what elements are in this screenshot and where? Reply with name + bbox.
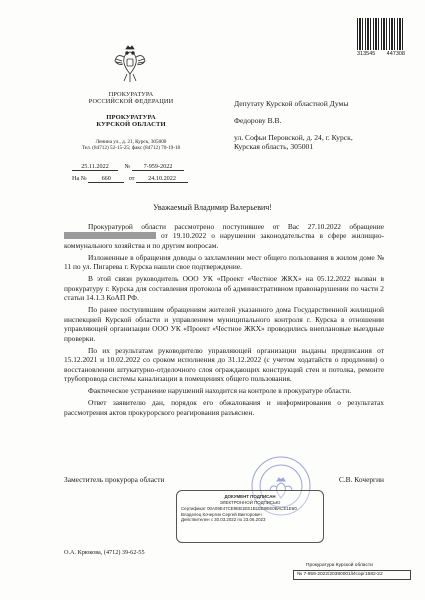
registration-date: 25.11.2022 <box>72 163 118 171</box>
registration-stamp-number: № 7-959-2022/20380001/Исорг1682-22 <box>293 570 411 580</box>
barcode-right-number: 447308 <box>386 51 405 57</box>
registration-from-label: от <box>128 175 135 182</box>
recipient-name: Федорову В.В. <box>234 116 282 125</box>
registration-stamp <box>293 563 411 591</box>
body-p1-start: Прокуратурой области рассмотрено поступившее от Вас 27.10.2022 обращение <box>88 222 384 231</box>
header-address-block <box>64 139 198 152</box>
sigbox-certificate: Сертификат 00А09Е47СЕ9ЕВ1ЕЕ1В1ЕЕ9ЕЕ0ВАСЕ1Е60 <box>181 506 297 512</box>
body-paragraph-4: По ранее поступившим обращениям жителей указанного дома Государственной жилищной инспекцией Курской области и управлением муниципального контроля г. Курска в отношении управляющей организации ООО УК «Проект «Честное ЖКХ» проводились внеплановые выездные проверки. <box>64 305 384 343</box>
barcode-numbers <box>357 51 405 57</box>
signature-position: Заместитель прокурора области <box>64 475 165 484</box>
header-address: Ленина ул., д. 21, Курск, 305000 <box>95 139 167 145</box>
eagle-emblem-icon <box>113 44 147 84</box>
recipient-title: Депутату Курской областной Думы <box>234 99 349 108</box>
signature-row <box>64 475 384 484</box>
body-paragraph-2: Изложенные в обращения доводы о захламлении мест общего пользования в жилом доме № 11 по ул. Пигарева г. Курска нашли свое подтверждение. <box>64 252 384 272</box>
sigbox-subtitle: ЭЛЕКТРОННОЙ ПОДПИСЬЮ <box>219 499 281 505</box>
letter-body <box>64 222 384 420</box>
header-prosecutor-rf <box>76 91 186 106</box>
body-paragraph-6: Фактическое устранение нарушений находится на контроле в прокуратуре области. <box>88 386 352 396</box>
registration-on-number: 660 <box>88 175 124 183</box>
greeting: Уважаемый Владимир Валерьевич! <box>153 203 272 212</box>
registration-line-2 <box>72 175 188 183</box>
sigbox-title: ДОКУМЕНТ ПОДПИСАН <box>224 494 276 499</box>
registration-line-1 <box>72 163 184 171</box>
signature-name: С.В. Кочергин <box>338 475 384 484</box>
header-line1: ПРОКУРАТУРА <box>108 91 154 98</box>
body-paragraph-1 <box>64 222 384 250</box>
body-paragraph-3: В этой связи руководитель ООО УК «Проект «Честное ЖКХ» на 05.12.2022 вызван в прокуратуру г. Курска для составления протокола об административном правонарушении по части 2 статьи 14.1.3 КоАП РФ. <box>64 274 384 303</box>
header-prosecutor-kursk <box>76 114 186 129</box>
registration-on-label: На № <box>72 175 87 182</box>
header-phones: Тел. (84712) 52-15-25; факс (84712) 70-19-18 <box>81 145 181 152</box>
barcode-bars <box>357 18 405 50</box>
header-line2: РОССИЙСКОЙ ФЕДЕРАЦИИ <box>88 98 174 106</box>
executor-contact: О.А. Крюкова, (4712) 39-62-55 <box>64 549 145 556</box>
barcode <box>357 18 405 58</box>
body-paragraph-5: По их результатам руководителю управляющей организации выданы предписания от 15.12.2021 и 10.02.2022 со сроком исполнения до 31.12.2022 (с учетом ходатайств о продлении) о восстановлении штукатурно-отделочного слоя ограждающих конструкций стен и потолка, ремонте трубопровода системы канализации в помещениях общего пользования. <box>64 345 384 384</box>
sigbox-owner: Владелец Кочергин Сергей Викторович <box>181 511 262 517</box>
registration-stamp-label: Прокуратура Курской области <box>306 563 373 568</box>
registration-from-date: 24.10.2022 <box>136 175 188 183</box>
registration-no-label: № <box>124 163 131 170</box>
registration-number: 7-959-2022 <box>132 163 184 171</box>
header-line4: КУРСКОЙ ОБЛАСТИ <box>96 121 166 129</box>
sigbox-validity: Действителен с 30.03.2022 по 23.06.2023 <box>181 517 266 523</box>
redacted-block <box>64 232 156 239</box>
recipient-address-line1: ул. Софьи Перовской, д. 24, г. Курск, <box>234 133 353 142</box>
electronic-signature-box <box>176 490 324 543</box>
barcode-left-number: 313545 <box>357 51 376 57</box>
recipient-address-block <box>234 133 414 151</box>
header-line3: ПРОКУРАТУРА <box>106 114 156 121</box>
body-p1-end: от 19.10.2022 о нарушении законодательства в сфере жилищно-коммунального хозяйства и по другим вопросам. <box>64 231 384 250</box>
recipient-address-line2: Курская область, 305001 <box>234 142 314 152</box>
body-paragraph-7: Ответ заявителю дан, порядок его обжалования и информирования о результатах рассмотрения актов прокурорского реагирования разъяснен. <box>64 398 384 417</box>
